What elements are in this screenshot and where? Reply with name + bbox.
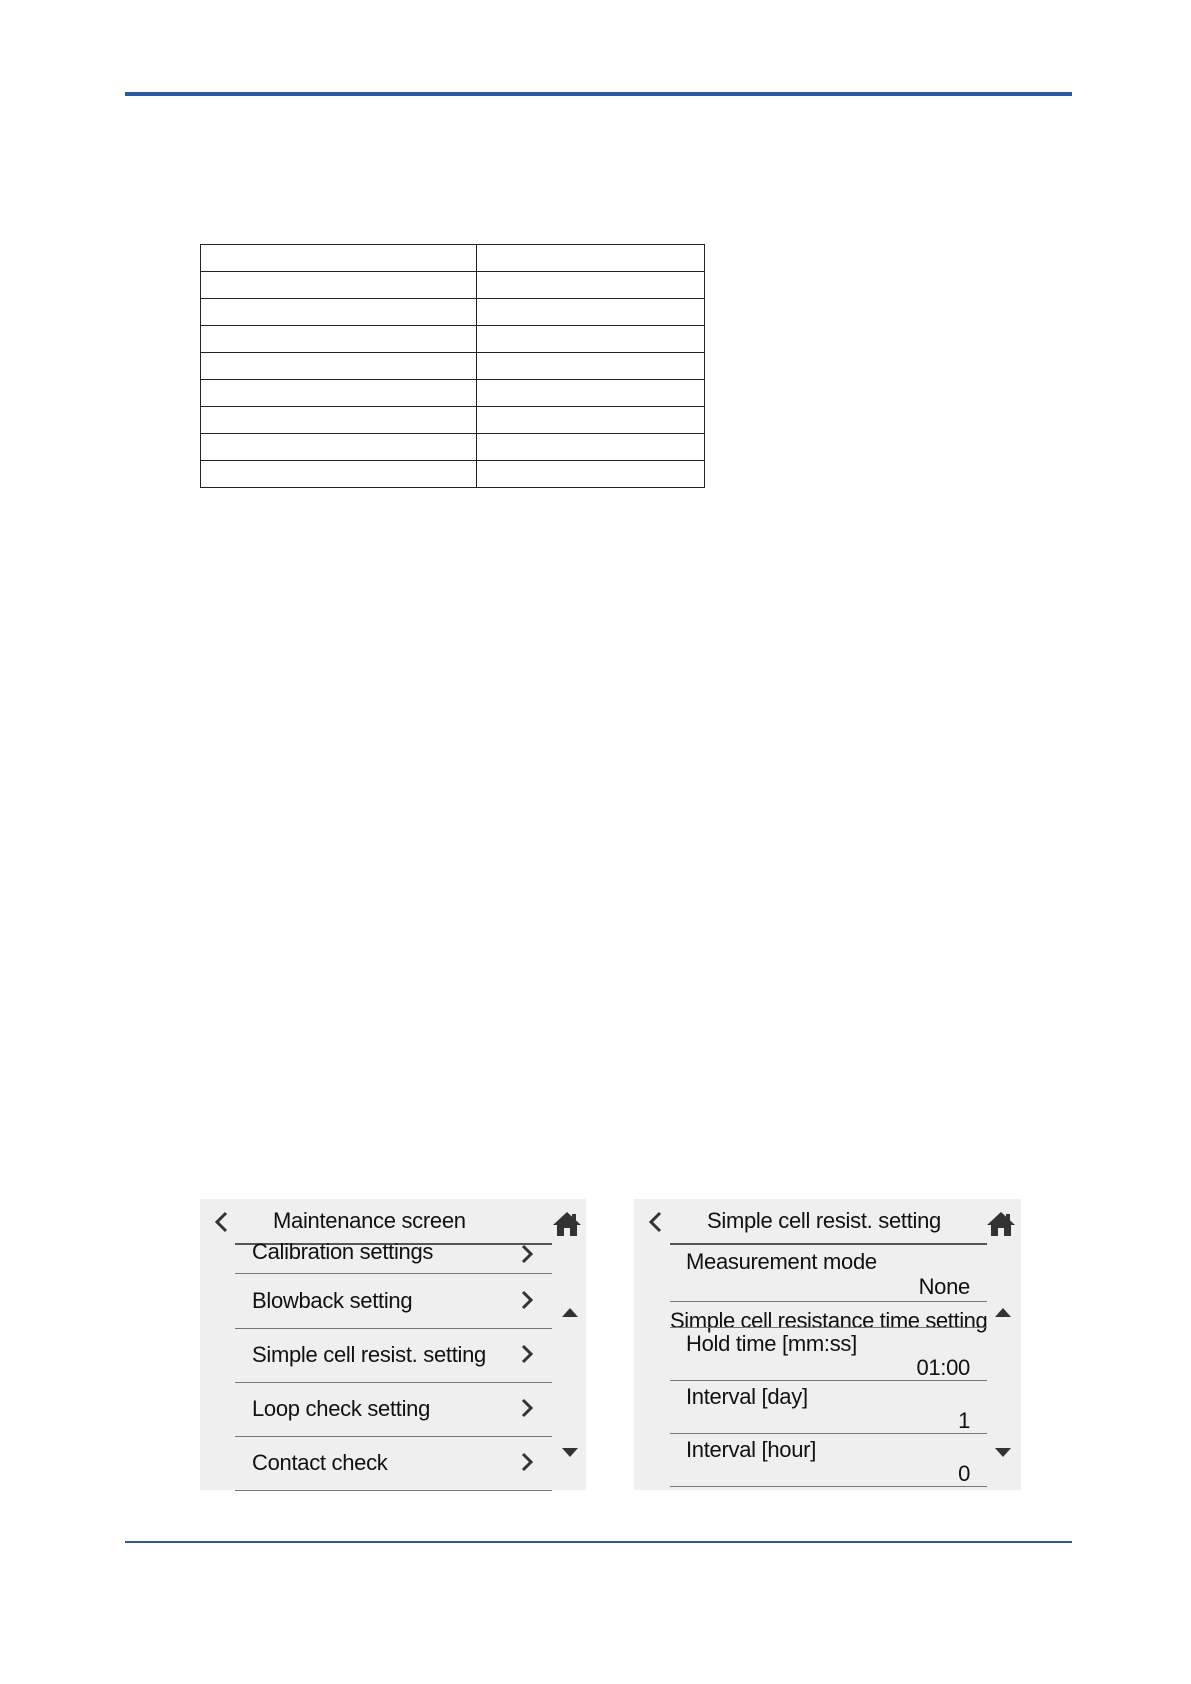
table-cell bbox=[201, 353, 477, 380]
menu-item-label: Loop check setting bbox=[252, 1396, 431, 1421]
screen-title: Simple cell resist. setting bbox=[707, 1208, 941, 1233]
table-row bbox=[201, 299, 705, 326]
scroll-down-icon[interactable] bbox=[562, 1448, 578, 1457]
table-row bbox=[201, 380, 705, 407]
screen-title: Maintenance screen bbox=[273, 1208, 466, 1233]
chevron-right-icon bbox=[520, 1397, 534, 1419]
setting-label: Measurement mode bbox=[686, 1249, 877, 1274]
scroll-up-icon[interactable] bbox=[995, 1308, 1011, 1317]
scroll-down-icon[interactable] bbox=[995, 1448, 1011, 1457]
table-cell bbox=[477, 434, 705, 461]
chevron-left-icon[interactable] bbox=[646, 1210, 666, 1234]
table-cell bbox=[477, 353, 705, 380]
footer-rule bbox=[125, 1541, 1072, 1543]
table-cell bbox=[201, 461, 477, 488]
screen-header bbox=[200, 1199, 586, 1243]
table-cell bbox=[201, 299, 477, 326]
section-divider bbox=[670, 1301, 987, 1328]
header-rule bbox=[125, 92, 1072, 96]
menu-item-calibration-settings[interactable] bbox=[235, 1243, 552, 1274]
table-row bbox=[201, 461, 705, 488]
section-heading: Simple cell resistance time setting bbox=[670, 1308, 988, 1333]
table-cell bbox=[477, 326, 705, 353]
table-cell bbox=[201, 326, 477, 353]
screen-header bbox=[634, 1199, 1021, 1243]
setting-label: Interval [day] bbox=[686, 1384, 808, 1409]
table-cell bbox=[201, 272, 477, 299]
table-row bbox=[201, 407, 705, 434]
table-cell bbox=[201, 380, 477, 407]
chevron-left-icon[interactable] bbox=[212, 1210, 232, 1234]
simple-cell-resist-screen bbox=[634, 1199, 1021, 1490]
setting-label: Hold time [mm:ss] bbox=[686, 1331, 857, 1356]
table-cell bbox=[477, 407, 705, 434]
chevron-right-icon bbox=[520, 1243, 534, 1265]
table-cell bbox=[477, 461, 705, 488]
menu-item-label: Blowback setting bbox=[252, 1288, 413, 1313]
home-icon[interactable] bbox=[552, 1211, 582, 1237]
setting-value: 0 bbox=[958, 1461, 970, 1486]
table-row bbox=[201, 353, 705, 380]
menu-item-contact-check[interactable] bbox=[235, 1437, 552, 1491]
menu-item-label: Simple cell resist. setting bbox=[252, 1342, 486, 1367]
interval-hour-row[interactable] bbox=[670, 1435, 987, 1487]
table-cell bbox=[201, 434, 477, 461]
menu-item-label: Contact check bbox=[252, 1450, 388, 1475]
chevron-right-icon bbox=[520, 1451, 534, 1473]
menu-item-label: Calibration settings bbox=[252, 1243, 434, 1264]
setting-value: 1 bbox=[958, 1408, 970, 1433]
table-row bbox=[201, 434, 705, 461]
maintenance-screen bbox=[200, 1199, 586, 1490]
menu-item-simple-cell-resist-setting[interactable] bbox=[235, 1329, 552, 1383]
hold-time-row[interactable] bbox=[670, 1329, 987, 1381]
interval-day-row[interactable] bbox=[670, 1382, 987, 1434]
chevron-right-icon bbox=[520, 1289, 534, 1311]
menu-item-blowback-setting[interactable] bbox=[235, 1275, 552, 1329]
chevron-right-icon bbox=[520, 1343, 534, 1365]
setting-value: None bbox=[918, 1274, 970, 1299]
table-row bbox=[201, 272, 705, 299]
setting-label: Interval [hour] bbox=[686, 1437, 817, 1462]
table-cell bbox=[477, 299, 705, 326]
table-cell bbox=[477, 380, 705, 407]
table-cell bbox=[477, 272, 705, 299]
measurement-mode-row[interactable] bbox=[670, 1245, 987, 1302]
menu-item-loop-check-setting[interactable] bbox=[235, 1383, 552, 1437]
home-icon[interactable] bbox=[986, 1211, 1016, 1237]
table-cell bbox=[201, 245, 477, 272]
blank-table bbox=[200, 244, 705, 488]
table-cell bbox=[201, 407, 477, 434]
scroll-up-icon[interactable] bbox=[562, 1308, 578, 1317]
setting-value: 01:00 bbox=[916, 1355, 970, 1380]
table-row bbox=[201, 326, 705, 353]
table-row bbox=[201, 245, 705, 272]
table-cell bbox=[477, 245, 705, 272]
